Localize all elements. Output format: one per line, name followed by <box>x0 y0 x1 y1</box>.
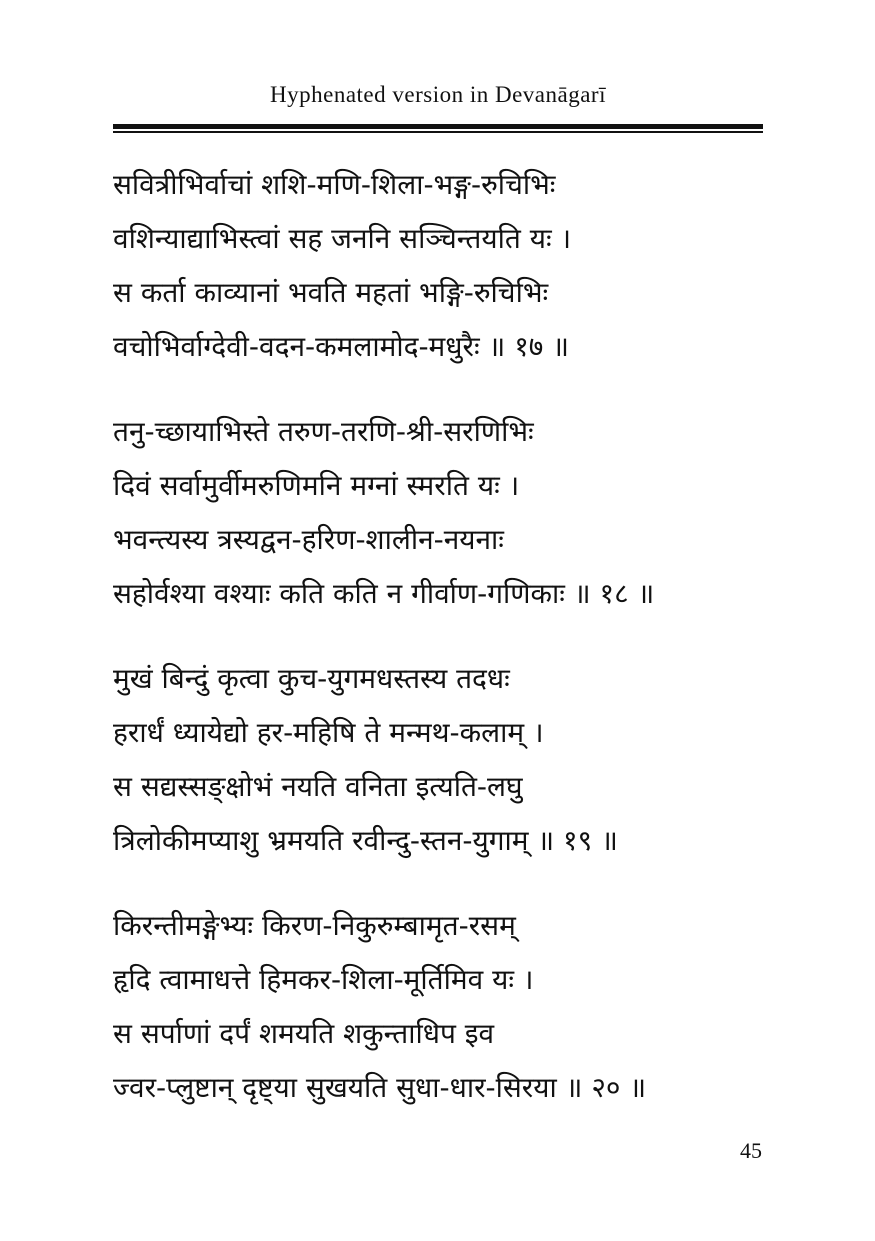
verse-line: सहोर्वश्या वश्याः कति कति न गीर्वाण-गणिकाः ॥ १८ ॥ <box>113 577 655 610</box>
verse-line: वचोभिर्वाग्देवी-वदन-कमलामोद-मधुरैः ॥ १७ ॥ <box>113 330 569 363</box>
verse-line: दिवं सर्वामुर्वीमरुणिमनि मग्नां स्मरति यः । <box>113 469 520 502</box>
running-header: Hyphenated version in Devanāgarī <box>270 82 606 107</box>
verse-17 <box>113 158 773 374</box>
verse-line: भवन्त्यस्य त्रस्यद्वन-हरिण-शालीन-नयनाः <box>113 523 504 556</box>
page-number: 45 <box>740 1138 762 1163</box>
verse-line: तनु-च्छायाभिस्ते तरुण-तरणि-श्री-सरणिभिः <box>113 415 534 448</box>
verse-line: त्रिलोकीमप्याशु भ्रमयति रवीन्दु-स्तन-युगाम् ॥ १९ ॥ <box>113 824 618 857</box>
header-rule-thick <box>113 124 763 129</box>
verse-line: सवित्रीभिर्वाचां शशि-मणि-शिला-भङ्ग-रुचिभिः <box>113 168 556 201</box>
verse-line: स सर्पाणां दर्पं शमयति शकुन्ताधिप इव <box>113 1017 495 1050</box>
verse-line: ज्वर-प्लुष्टान् दृष्ट्या सुखयति सुधा-धार-सिरया ॥ २० ॥ <box>113 1071 647 1104</box>
verse-line: स सद्यस्सङ्क्षोभं नयति वनिता इत्यति-लघु <box>113 770 523 803</box>
verse-18 <box>113 405 773 621</box>
verse-line: हरार्धं ध्यायेद्यो हर-महिषि ते मन्मथ-कलाम् । <box>113 716 544 749</box>
verse-19 <box>113 652 773 868</box>
verse-line: स कर्ता काव्यानां भवति महतां भङ्गि-रुचिभिः <box>113 276 549 309</box>
verse-line: मुखं बिन्दुं कृत्वा कुच-युगमधस्तस्य तदधः <box>113 662 510 695</box>
verse-body <box>113 158 773 1146</box>
verse-line: वशिन्याद्याभिस्त्वां सह जननि सञ्चिन्तयति यः । <box>113 222 572 255</box>
verse-line: किरन्तीमङ्गेभ्यः किरण-निकुरुम्बामृत-रसम् <box>113 909 516 942</box>
header-rule-thin <box>113 131 763 133</box>
verse-line: हृदि त्वामाधत्ते हिमकर-शिला-मूर्तिमिव यः । <box>113 963 534 996</box>
verse-20 <box>113 899 773 1115</box>
